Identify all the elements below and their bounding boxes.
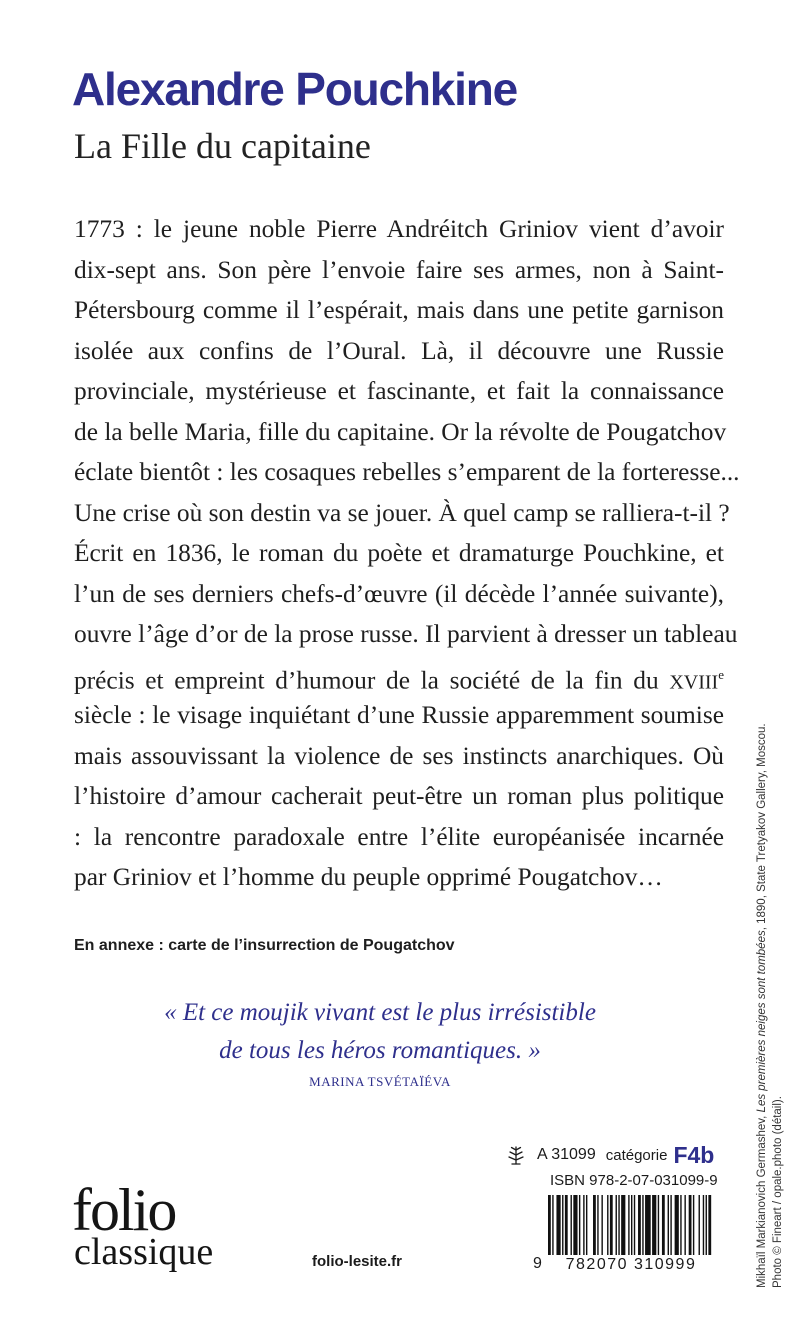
credit-photo: Photo © Fineart / opale.photo (détail). [772,1096,784,1288]
blurb-line: : la rencontre paradoxale entre l’élite européanisée incarnée [74,822,724,851]
gallimard-tree-icon [505,1144,527,1166]
credit-artist: Mikhaïl Markianovich Germashev, [756,1112,768,1288]
blurb-line: l’histoire d’amour cacherait peut-être un roman plus politique [74,782,724,810]
category-label: catégorie [605,1146,668,1164]
publisher-logo-folio: folio [72,1177,176,1243]
credit-artwork-title: Les premières neiges sont tombées [756,930,768,1113]
blurb-line: ouvre l’âge d’or de la prose russe. Il parvient à dresser un tableau [74,620,738,648]
ordinal-superscript: e [718,666,724,682]
annex-note: En annexe : carte de l’insurrection de Pougatchov [74,937,455,954]
blurb-line: provinciale, mystérieuse et fascinante, et fait la connaissance [74,377,724,405]
category-value: F4b [673,1141,715,1168]
book-author: Alexandre Pouchkine [72,63,518,115]
ean-first-digit: 9 [533,1255,542,1272]
blurb-line: de la belle Maria, fille du capitaine. Or la révolte de Pougatchov [74,417,727,446]
blurb-line: 1773 : le jeune noble Pierre Andréitch Griniov vient d’avoir [74,215,724,243]
credit-artwork-info: , 1890, State Tretyakov Gallery, Moscou. [756,723,768,931]
credit-line [754,723,770,1288]
catalog-row [505,1142,714,1168]
back-cover-blurb [74,209,740,898]
ean-digits: 782070 310999 [548,1255,714,1274]
blurb-line: Une crise où son destin va se jouer. À quel camp se ralliera-t-il ? [74,498,730,527]
blurb-line: éclate bientôt : les cosaques rebelles s’emparent de la forteresse... [74,458,740,486]
publisher-logo-classique: classique [74,1231,214,1273]
blurb-line: Écrit en 1836, le roman du poète et dramaturge Pouchkine, et [74,539,724,567]
isbn: ISBN 978-2-07-031099-9 [550,1172,718,1189]
catalog-code: A 31099 [537,1146,596,1163]
cover-image-credit [754,723,786,1288]
century-roman-numeral: XVIII [669,670,719,693]
quote-line: « Et ce moujik vivant est le plus irrésistible [164,999,596,1026]
blurb-line: mais assouvissant la violence de ses instincts anarchiques. Où [74,741,724,770]
book-title: La Fille du capitaine [74,126,371,166]
blurb-line: siècle : le visage inquiétant d’une Russie apparemment soumise [74,701,724,729]
quote-author: MARINA TSVÉTAÏÉVA [309,1074,451,1089]
quote-line: de tous les héros romantiques. » [219,1037,541,1064]
blurb-line: par Griniov et l’homme du peuple opprimé Pougatchov… [74,863,663,891]
blurb-line: l’un de ses derniers chefs-d’œuvre (il décède l’année suivante), [74,579,724,608]
blurb-line: isolée aux confins de l’Oural. Là, il découvre une Russie [74,336,724,365]
publisher-website[interactable]: folio-lesite.fr [312,1253,403,1270]
blurb-line: dix-sept ans. Son père l’envoie faire ses armes, non à Saint- [74,255,724,284]
blurb-line: précis et empreint d’humour de la société de la fin du XVIIIe [74,665,724,694]
blurb-line: Pétersbourg comme il l’espérait, mais dans une petite garnison [74,296,724,324]
pull-quote [60,994,700,1070]
